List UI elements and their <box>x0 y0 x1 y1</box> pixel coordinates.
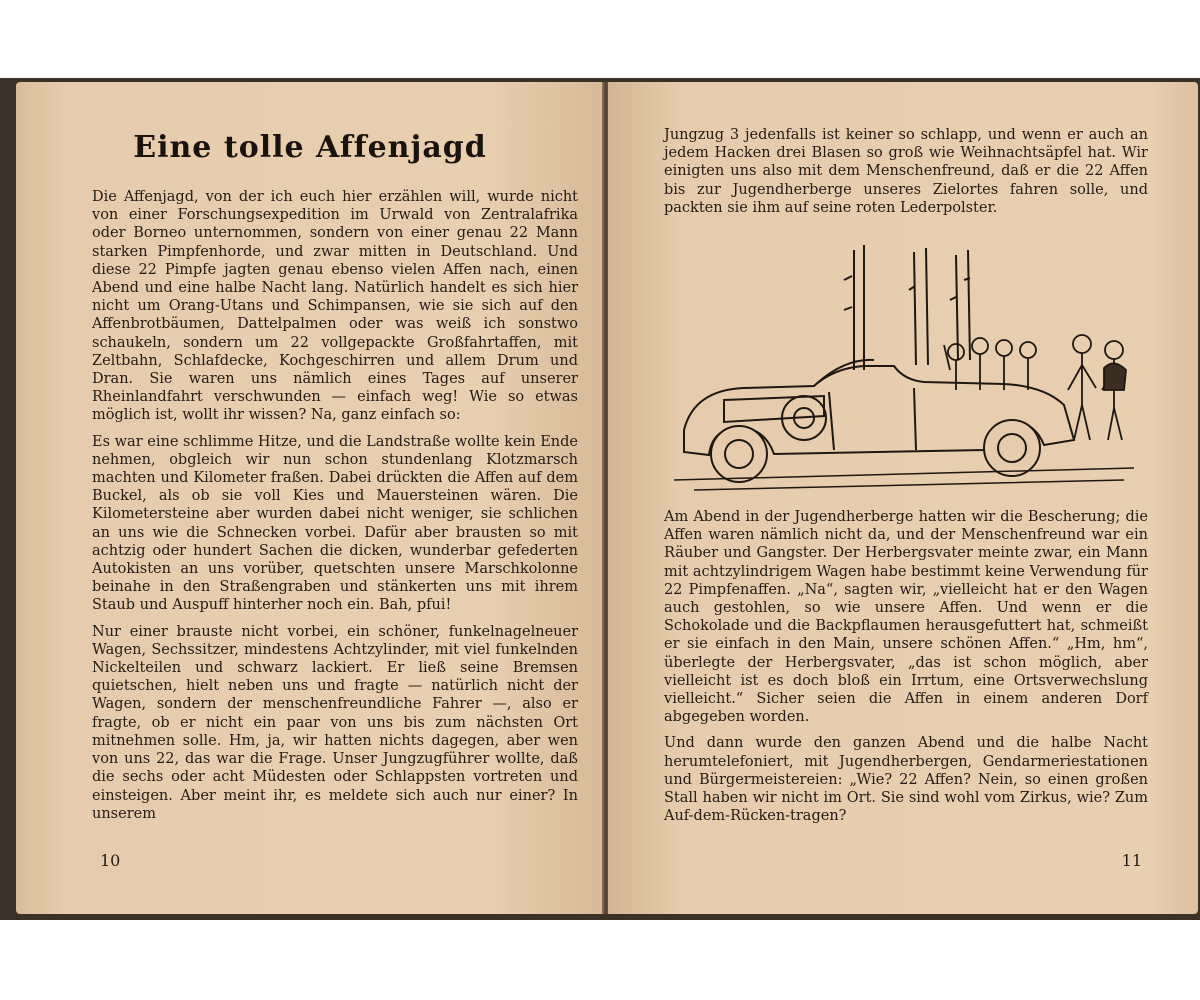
right-bottom-text <box>664 508 1148 833</box>
paragraph: Nur einer brauste nicht vorbei, ein schöner, funkelnagelneuer Wagen, Sechssitzer, mindestens Achtzylinder, mit viel funkelnden Nickelteilen und schwarz lackiert. Er ließ seine Bremsen quietschen, hielt neben uns und fragte — natürlich nicht der Wagen, sondern der menschenfreundliche Fahrer —, also er fragte, ob er nicht ein paar von uns bis zum nächsten Ort mitnehmen solle. Hm, ja, wir hatten nichts dagegen, aber wen von uns 22, das war die Frage. Unser Jungzugführer wollte, daß die sechs oder acht Müdesten oder Schlappsten vortreten und einsteigen. Aber meint ihr, es meldete sich auch nur einer? In unserem <box>92 623 578 822</box>
paragraph: Die Affenjagd, von der ich euch hier erzählen will, wurde nicht von einer Forschungsexpedition im Urwald von Zentralafrika oder Borneo unternommen, sondern von einer genau 22 Mann starken Pimpfenhorde, und zwar mitten in Deutschland. Und diese 22 Pimpfe jagten genau ebenso vielen Affen nach, einen Abend und eine halbe Nacht lang. Natürlich handelt es sich hier nicht um Orang-Utans und Schimpansen, wie sie sich auf den Affenbrotbäumen, Dattelpalmen oder was weiß ich sonstwo schaukeln, sondern um 22 vollgepackte Großfahrtaffen, mit Zeltbahn, Schlafdecke, Kochgeschirren und allem Drum und Dran. Sie waren uns nämlich eines Tages auf unserer Rheinlandfahrt verschwunden — einfach weg! Wie so etwas möglich ist, wollt ihr wissen? Na, ganz einfach so: <box>92 189 578 424</box>
paragraph: Am Abend in der Jugendherberge hatten wir die Bescherung; die Affen waren nämlich nicht da, und der Menschenfreund war ein Räuber und Gangster. Der Herbergsvater meinte zwar, ein Mann mit achtzylindrigem Wagen habe bestimmt keine Verwendung für 22 Pimpfenaffen. „Na“, sagten wir, „vielleicht hat er den Wagen auch gestohlen, so wie unsere Affen. Und wenn er die Schokolade und die Backpflaumen herausgefuttert hat, schmeißt er sie einfach in den Main, unsere schönen Affen.“ „Hm, hm“, überlegte der Herbergsvater, „das ist schon möglich, aber vielleicht ist es doch bloß ein Irrtum, eine Ortsverwechslung vielleicht.“ Sicher seien die Affen in einem anderen Dorf abgegeben worden. <box>664 509 1148 726</box>
paragraph: Und dann wurde den ganzen Abend und die halbe Nacht herumtelefoniert, mit Jugendherbergen, Gendarmeriestationen und Bürgermeistereien: „Wie? 22 Affen? Nein, so einen großen Stall haben wir nicht im Ort. Sie sind wohl vom Zirkus, wie? Zum Auf-dem-Rücken-tragen? <box>664 735 1148 825</box>
open-book <box>0 78 1200 920</box>
paragraph: Jungzug 3 jedenfalls ist keiner so schlapp, und wenn er auch an jedem Hacken drei Blasen so groß wie Weihnachtsäpfel hat. Wir einigten uns also mit dem Menschenfreund, daß er die 22 Affen bis zur Jugendherberge unseres Zielortes fahren solle, und packten sie ihm auf seine roten Lederpolster. <box>664 127 1148 216</box>
right-top-text <box>664 126 1148 225</box>
paragraph: Es war eine schlimme Hitze, und die Landstraße wollte kein Ende nehmen, obgleich wir nun schon stundenlang Klotzmarsch machten und Kilometer fraßen. Dabei drückten die Affen auf dem Buckel, als ob sie voll Kies und Mauersteinen wären. Die Kilometersteine aber wurden dabei nicht weniger, sie schlichen an uns wie die Schnecken vorbei. Dafür aber brausten so mit achtzig oder hundert Sachen die dicken, wunderbar gefederten Autokisten an uns vorüber, quetschten unsere Marschkolonne beinahe in den Straßengraben und stänkerten uns mit ihrem Staub und Auspuff hinterher noch ein. Bah, pfui! <box>92 433 578 614</box>
page-number-left: 10 <box>100 851 121 870</box>
left-text-column <box>92 188 578 831</box>
car-with-boys-illustration <box>664 240 1148 500</box>
right-page <box>608 82 1198 914</box>
chapter-title: Eine tolle Affenjagd <box>133 130 487 165</box>
left-page <box>16 82 604 914</box>
page-number-right: 11 <box>1121 851 1142 870</box>
